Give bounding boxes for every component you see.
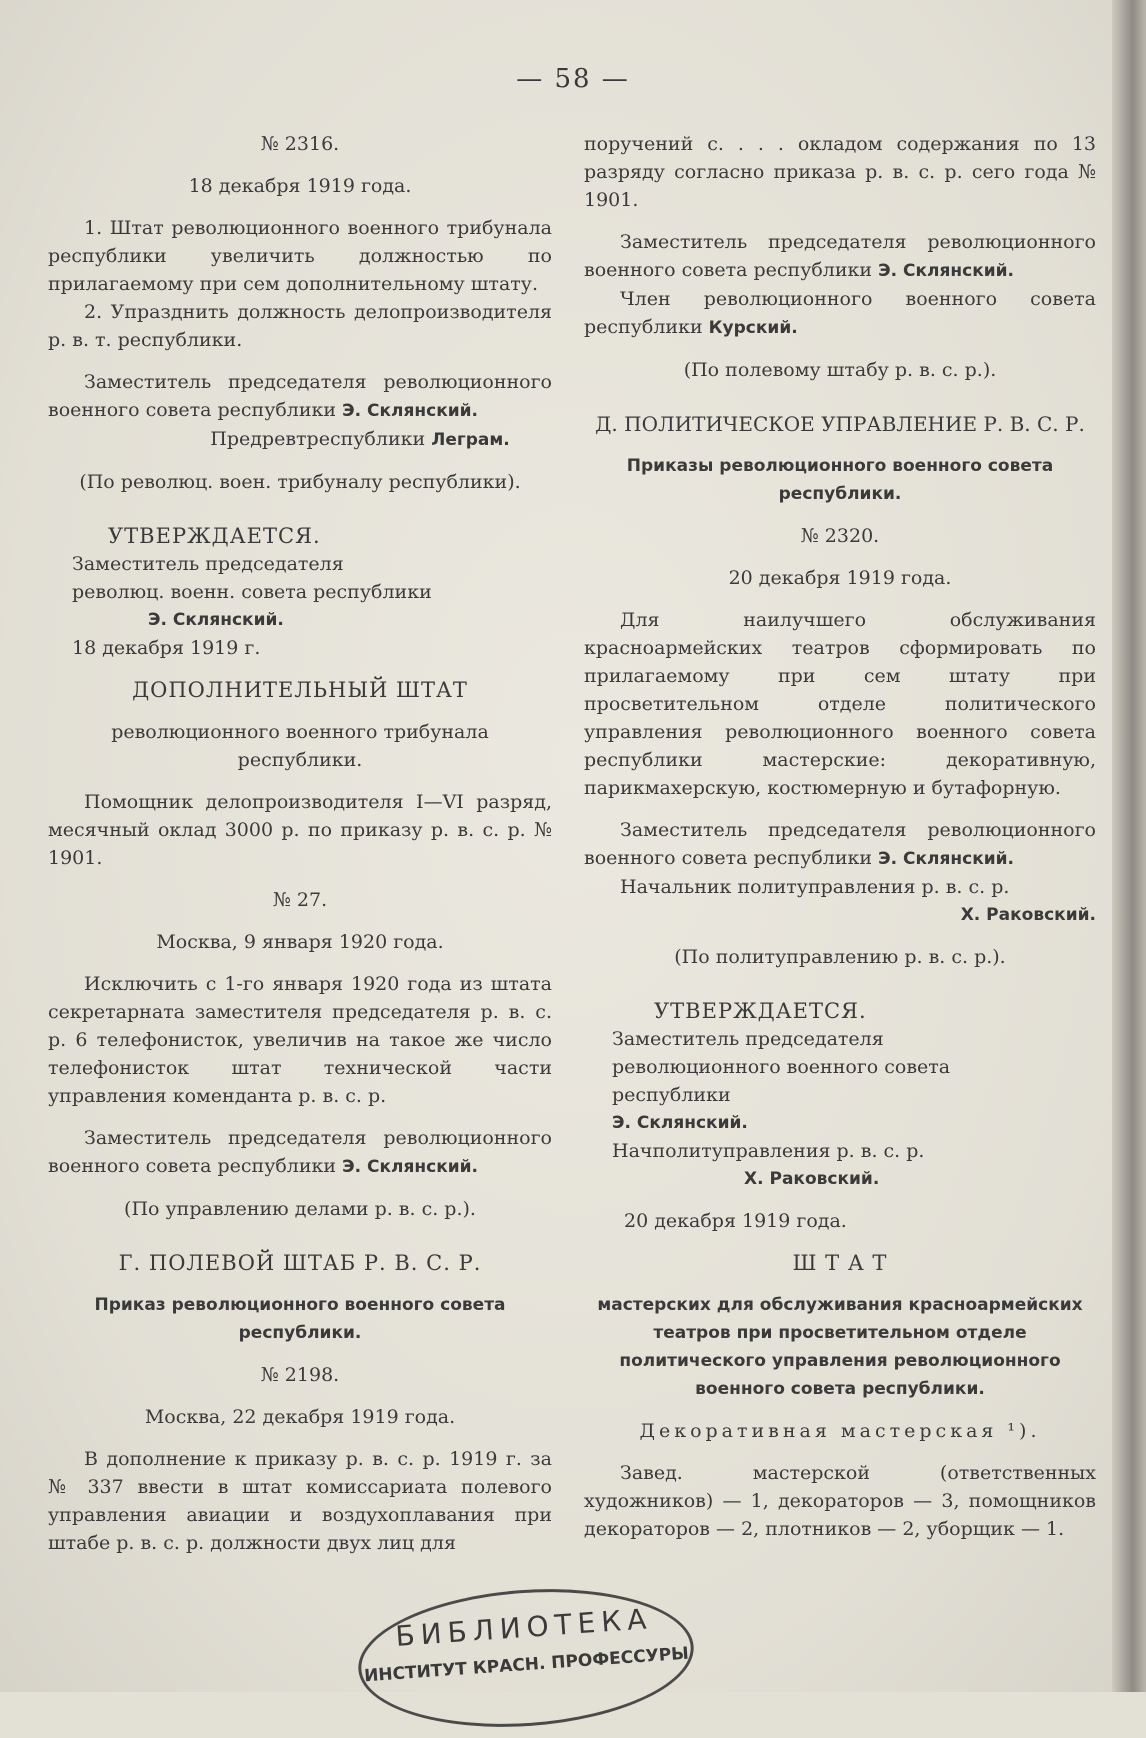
order-paragraph: 2. Упразднить должность делопроизводителя р. в. т. республики. [48, 301, 552, 351]
signature-name: Э. Склянский. [342, 1157, 479, 1177]
staff-body: Завед. мастерской (ответственных художников) — 1, декораторов — 3, помощников декораторов — 2, плотников — 2, уборщик — 1. [584, 1462, 1096, 1540]
approved-text: Заместитель председателя революционного военного совета республики [612, 1028, 951, 1106]
approved-name: Х. Раковский. [744, 1169, 880, 1189]
signature-text: Заместитель председателя революционного военного совета республики [584, 231, 1096, 281]
approved-text: Начполитуправления р. в. с. р. [612, 1140, 925, 1162]
section-heading: Г. ПОЛЕВОЙ ШТАБ Р. В. С. Р. [118, 1251, 482, 1275]
left-column [48, 130, 552, 1557]
signature-name: Курский. [708, 318, 798, 338]
staff-subtitle: мастерских для обслуживания красноармейских театров при просветительном отделе политического управления революционного военного совета республики. [597, 1295, 1083, 1399]
signature-block [48, 368, 552, 425]
order-date: 20 декабря 1919 года. [728, 567, 952, 589]
order-number: № 2198. [260, 1364, 340, 1386]
signature-text: Заместитель председателя революционного военного совета республики [584, 819, 1096, 869]
stamp-bottom-text: ИНСТИТУТ КРАСН. ПРОФЕССУРЫ [363, 1643, 690, 1687]
approved-name: Э. Склянский. [148, 610, 284, 630]
source-note: (По управлению делами р. в. с. р.). [124, 1198, 476, 1220]
order-paragraph: В дополнение к приказу р. в. с. р. 1919 г. за № 337 ввести в штат комиссариата полевого управления авиации и воздухоплавания при штабе р. в. с. р. должности двух лиц для [48, 1448, 552, 1554]
order-paragraph: поручений с. . . . окладом содержания по 13 разряду согласно приказа р. в. с. р. сего года № 1901. [584, 133, 1096, 211]
order-date: Москва, 22 декабря 1919 года. [144, 1406, 456, 1428]
order-paragraph: Исключить с 1-го января 1920 года из штата секретарната заместителя председателя р. в. с. р. 6 телефонисток, увеличив на такое же число телефонисток штат технической части управления коменданта р. в. с. р. [48, 973, 552, 1107]
signature-name: Х. Раковский. [960, 905, 1096, 925]
page-edge-shadow [1112, 0, 1146, 1692]
source-note: (По политуправлению р. в. с. р.). [674, 946, 1006, 968]
staff-heading: ДОПОЛНИТЕЛЬНЫЙ ШТАТ [132, 678, 468, 702]
page-number: — 58 — [516, 64, 630, 94]
signature-text: Начальник политуправления р. в. с. р. [620, 876, 1010, 898]
signature-text: Член революционного военного совета республики [584, 288, 1096, 338]
signature-block [584, 228, 1096, 285]
section-subtitle: Приказ революционного военного совета республики. [94, 1295, 506, 1343]
signature-name: Леграм. [431, 430, 510, 450]
right-column [584, 130, 1096, 1543]
staff-heading: Ш Т А Т [792, 1251, 888, 1275]
order-number: № 27. [272, 889, 328, 911]
approved-date: 18 декабря 1919 г. [72, 637, 261, 659]
order-date: Москва, 9 января 1920 года. [156, 931, 444, 953]
source-note: (По революц. воен. трибуналу республики). [79, 471, 521, 493]
signature-name: Э. Склянский. [878, 849, 1015, 869]
approved-heading: УТВЕРЖДАЕТСЯ. [654, 999, 867, 1023]
workshop-heading: Декоративная мастерская ¹). [639, 1420, 1041, 1442]
section-heading: Д. ПОЛИТИЧЕСКОЕ УПРАВЛЕНИЕ Р. В. С. Р. [595, 412, 1085, 436]
order-paragraph: 1. Штат революционного военного трибунала республики увеличить должностью по прилагаемому при сем дополнительному штату. [48, 217, 552, 295]
signature-text: Заместитель председателя революционного военного совета республики [48, 371, 552, 421]
section-subtitle: Приказы революционного военного совета республики. [626, 456, 1054, 504]
signature-text: Заместитель председателя революционного военного совета республики [48, 1127, 552, 1177]
signature-name: Э. Склянский. [878, 261, 1015, 281]
signature-name: Э. Склянский. [342, 401, 479, 421]
source-note: (По полевому штабу р. в. с. р.). [683, 359, 997, 381]
order-paragraph: Для наилучшего обслуживания красноармейских театров сформировать по прилагаемому при сем штату при просветительном отделе политического управления революционного военного совета республики мастерские: декоративную, парикмахерскую, костюмерную и бутафорную. [584, 609, 1096, 799]
approved-date: 20 декабря 1919 года. [624, 1210, 847, 1232]
signature-block [584, 816, 1096, 873]
approved-text: Заместитель председателя революц. военн. совета республики [72, 553, 432, 603]
signature-text: Предревтреспублики [210, 428, 426, 450]
staff-body: Помощник делопроизводителя I—VI разряд, месячный оклад 3000 р. по приказу р. в. с. р. № 1901. [48, 791, 552, 869]
staff-subtitle: революционного военного трибунала республики. [111, 721, 489, 771]
order-date: 18 декабря 1919 года. [188, 175, 412, 197]
order-number: № 2320. [800, 525, 880, 547]
signature-block [48, 425, 552, 454]
signature-block [48, 1124, 552, 1181]
approved-heading: УТВЕРЖДАЕТСЯ. [108, 524, 321, 548]
signature-block [584, 285, 1096, 342]
order-number: № 2316. [260, 133, 340, 155]
approved-name: Э. Склянский. [612, 1113, 748, 1133]
stamp-top-text: БИБЛИОТЕКА [394, 1602, 654, 1654]
